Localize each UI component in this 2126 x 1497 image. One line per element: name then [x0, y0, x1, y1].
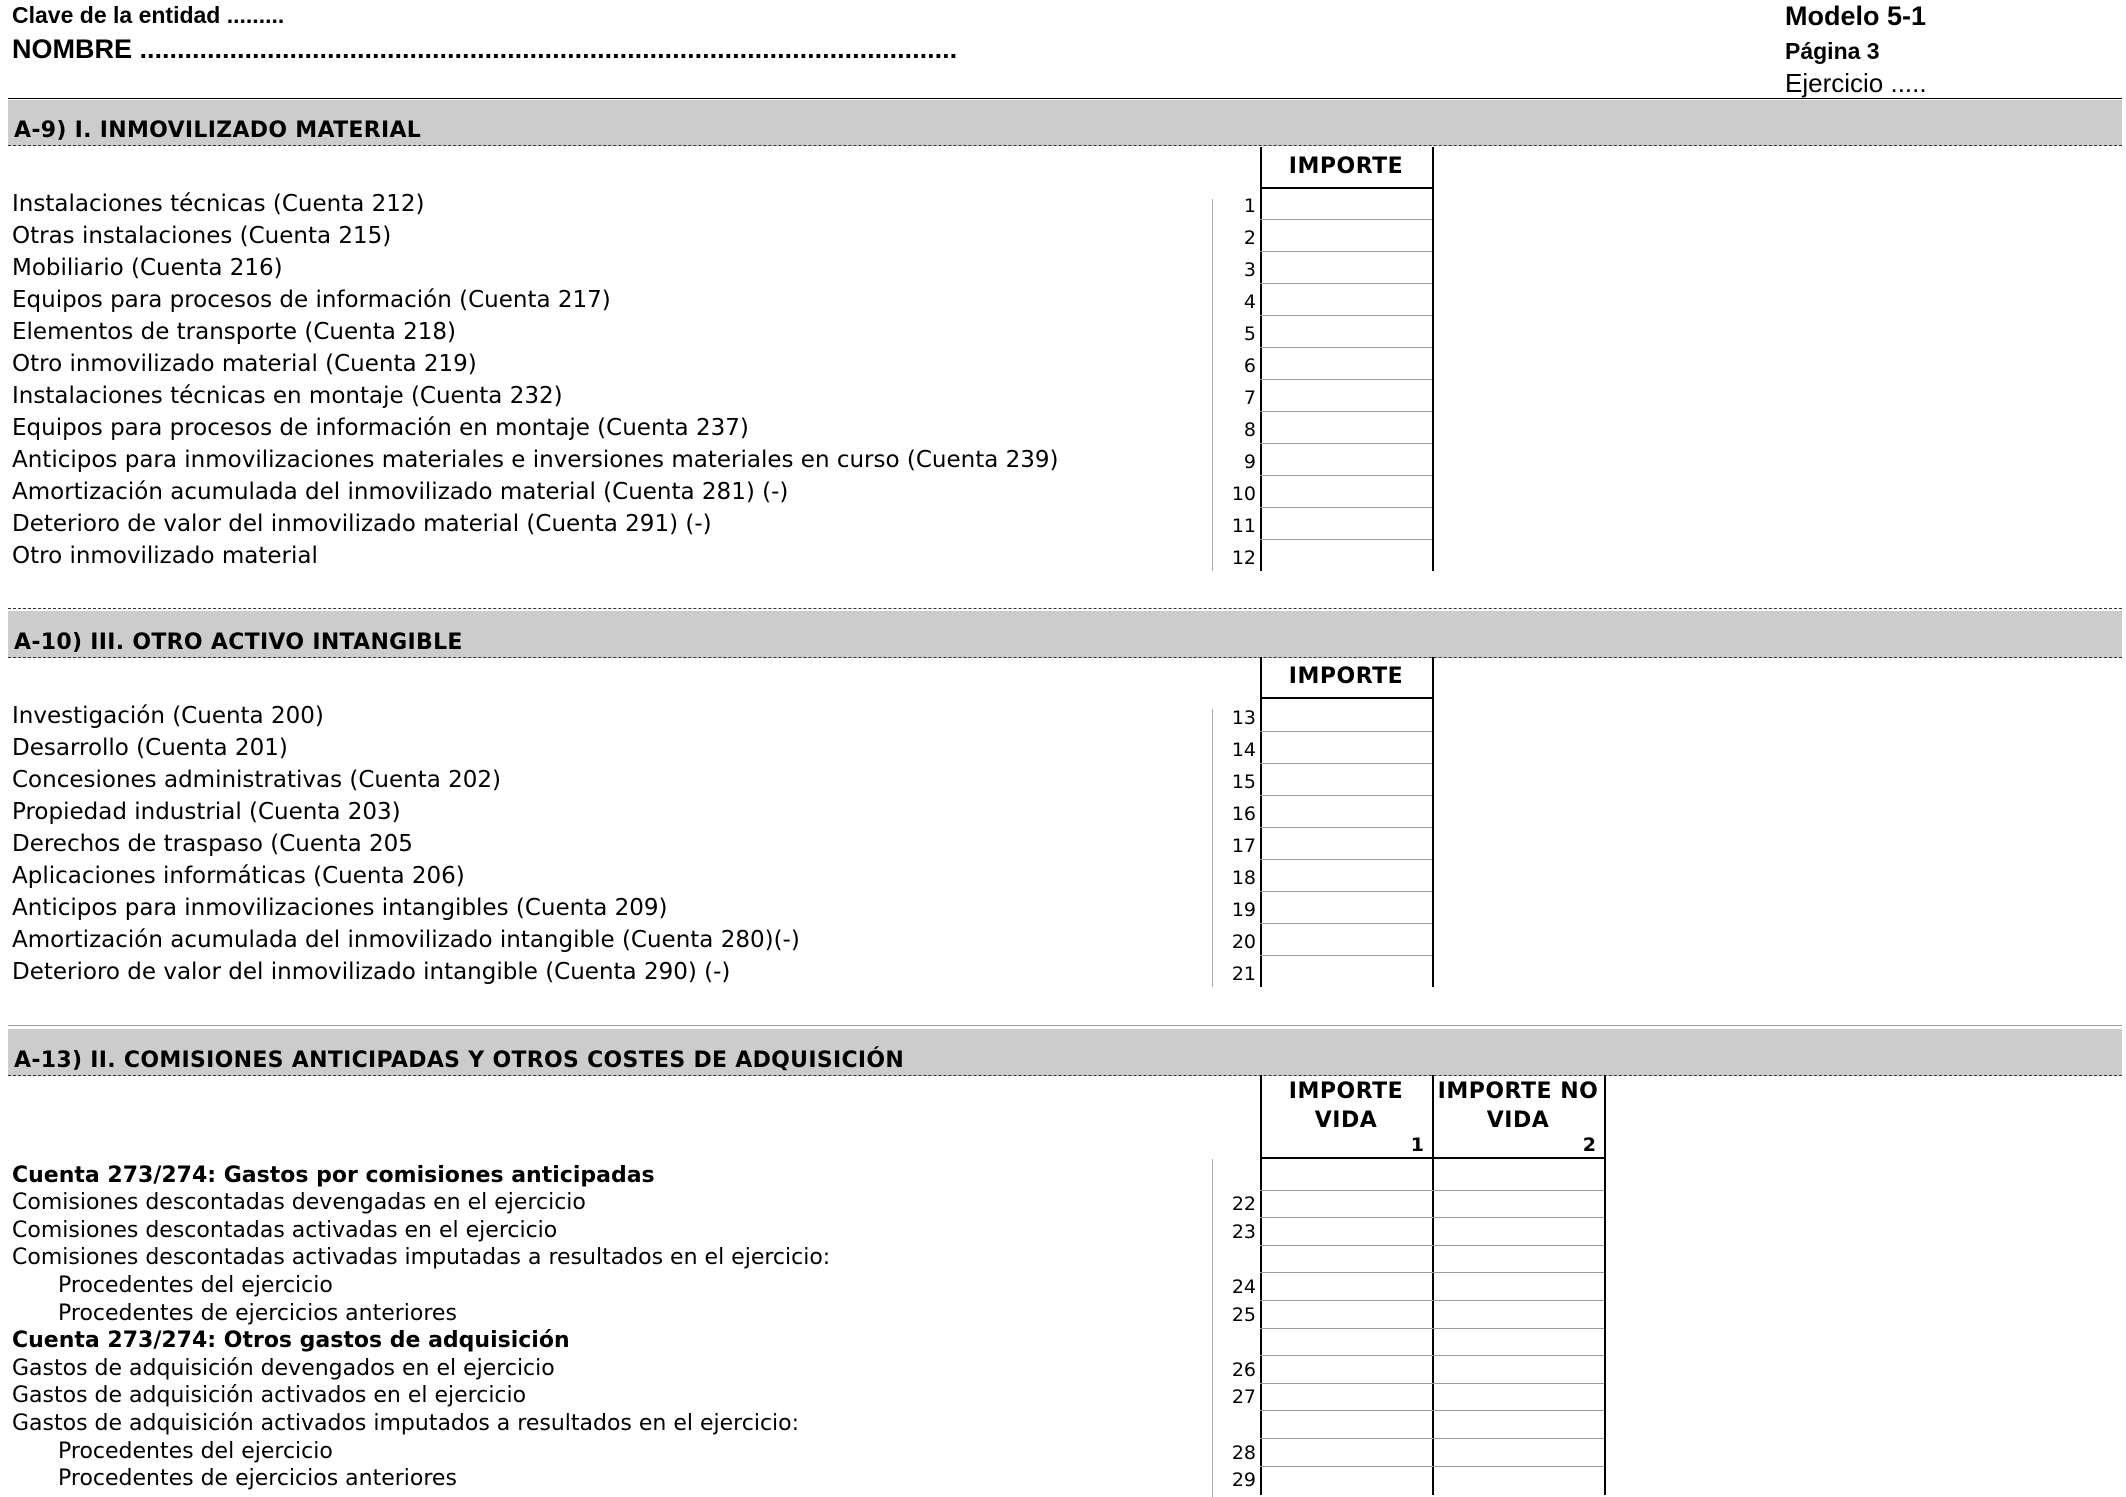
row-divider [1260, 1328, 1604, 1329]
header-rule [8, 98, 2122, 99]
row-divider [1260, 1466, 1604, 1467]
row-label: Procedentes del ejercicio [58, 1438, 333, 1464]
row-divider [1260, 923, 1432, 924]
row-number: 17 [1231, 835, 1256, 857]
row-label: Gastos de adquisición devengados en el ejercicio [12, 1355, 555, 1381]
pagina-label: Página 3 [1785, 38, 1880, 64]
row-number: 12 [1231, 547, 1256, 569]
column-number: 1 [1410, 1134, 1424, 1156]
row-divider [1260, 315, 1432, 316]
row-divider [1260, 283, 1432, 284]
row-number: 22 [1231, 1193, 1256, 1216]
importe-no-vida-input-cell[interactable] [1435, 1272, 1603, 1300]
row-divider [1260, 763, 1432, 764]
importe-vida-input-cell[interactable] [1263, 1355, 1431, 1383]
row-divider [1260, 859, 1432, 860]
row-number: 15 [1231, 771, 1256, 793]
row-number: 6 [1243, 355, 1256, 377]
section-title: A-9) I. INMOVILIZADO MATERIAL [14, 118, 422, 143]
row-number: 10 [1231, 483, 1256, 505]
row-divider [1260, 1190, 1604, 1191]
ejercicio-label: Ejercicio ..... [1785, 68, 1927, 98]
row-label: Procedentes de ejercicios anteriores [58, 1300, 457, 1326]
row-label: Amortización acumulada del inmovilizado material (Cuenta 281) (-) [12, 479, 789, 505]
importe-input-cell[interactable] [1263, 411, 1431, 443]
row-number: 9 [1243, 451, 1256, 473]
section-title: A-13) II. COMISIONES ANTICIPADAS Y OTROS COSTES DE ADQUISICIÓN [14, 1048, 905, 1073]
importe-no-vida-input-cell[interactable] [1435, 1466, 1603, 1494]
column-header-line2: VIDA [1314, 1108, 1378, 1133]
row-divider [1260, 795, 1432, 796]
row-label: Gastos de adquisición activados en el ejercicio [12, 1383, 527, 1409]
importe-input-cell[interactable] [1263, 763, 1431, 795]
importe-no-vida-input-cell[interactable] [1435, 1383, 1603, 1411]
row-label: Amortización acumulada del inmovilizado intangible (Cuenta 280)(-) [12, 927, 800, 953]
importe-vida-input-cell[interactable] [1263, 1272, 1431, 1300]
row-divider [1260, 1245, 1604, 1246]
importe-input-cell[interactable] [1263, 827, 1431, 859]
column-border-middle [1432, 1075, 1434, 1495]
subsection-heading: Cuenta 273/274: Gastos por comisiones anticipadas [12, 1162, 655, 1188]
importe-vida-input-cell[interactable] [1263, 1438, 1431, 1466]
importe-input-cell[interactable] [1263, 539, 1431, 571]
row-number: 18 [1231, 867, 1256, 889]
importe-vida-input-cell[interactable] [1263, 1466, 1431, 1494]
importe-no-vida-input-cell[interactable] [1435, 1217, 1603, 1245]
row-number: 13 [1231, 707, 1256, 729]
row-number: 5 [1243, 323, 1256, 345]
row-divider [1260, 1383, 1604, 1384]
row-divider [1260, 891, 1432, 892]
row-number: 20 [1231, 931, 1256, 953]
column-number: 2 [1582, 1134, 1596, 1156]
importe-vida-input-cell[interactable] [1263, 1217, 1431, 1245]
number-gutter-line [1212, 199, 1213, 571]
section-title: A-10) III. OTRO ACTIVO INTANGIBLE [14, 630, 463, 655]
importe-input-cell[interactable] [1263, 315, 1431, 347]
column-border-right [1432, 657, 1434, 987]
subsection-heading: Cuenta 273/274: Otros gastos de adquisición [12, 1328, 570, 1354]
row-label: Concesiones administrativas (Cuenta 202) [12, 767, 502, 793]
importe-input-cell[interactable] [1263, 475, 1431, 507]
row-label: Investigación (Cuenta 200) [12, 703, 324, 729]
importe-input-cell[interactable] [1263, 283, 1431, 315]
section-band-inmovilizado-material [8, 100, 2122, 146]
importe-no-vida-input-cell[interactable] [1435, 1190, 1603, 1218]
row-divider [1260, 475, 1432, 476]
row-label: Propiedad industrial (Cuenta 203) [12, 799, 401, 825]
importe-input-cell[interactable] [1263, 923, 1431, 955]
row-divider [1260, 379, 1432, 380]
importe-input-cell[interactable] [1263, 731, 1431, 763]
row-label: Procedentes de ejercicios anteriores [58, 1466, 457, 1492]
importe-input-cell[interactable] [1263, 347, 1431, 379]
column-border-left [1260, 1075, 1262, 1495]
row-divider [1260, 955, 1432, 956]
row-label: Otras instalaciones (Cuenta 215) [12, 223, 392, 249]
importe-vida-input-cell[interactable] [1263, 1383, 1431, 1411]
column-header-underline [1260, 1157, 1604, 1159]
column-border-left [1260, 657, 1262, 987]
row-label: Procedentes del ejercicio [58, 1273, 333, 1298]
row-label: Mobiliario (Cuenta 216) [12, 255, 283, 281]
importe-input-cell[interactable] [1263, 443, 1431, 475]
section-band-comisiones-anticipadas [8, 1029, 2122, 1076]
column-border-right [1432, 147, 1434, 571]
row-label: Equipos para procesos de información (Cuenta 217) [12, 287, 611, 313]
row-divider [1260, 1438, 1604, 1439]
row-number: 24 [1231, 1276, 1256, 1298]
importe-input-cell[interactable] [1263, 795, 1431, 827]
row-label: Anticipos para inmovilizaciones intangibles (Cuenta 209) [12, 895, 668, 921]
row-number: 1 [1243, 195, 1256, 217]
row-divider [1260, 1300, 1604, 1301]
row-number: 8 [1243, 419, 1256, 441]
row-divider [1260, 251, 1432, 252]
row-label: Comisiones descontadas devengadas en el ejercicio [12, 1190, 586, 1216]
importe-vida-input-cell[interactable] [1263, 1300, 1431, 1328]
row-number: 28 [1231, 1441, 1256, 1464]
nombre-label: NOMBRE ............................................................................................................. [12, 34, 958, 64]
row-label: Derechos de traspaso (Cuenta 205 [12, 831, 413, 857]
importe-no-vida-input-cell[interactable] [1435, 1300, 1603, 1328]
row-label: Desarrollo (Cuenta 201) [12, 735, 288, 761]
importe-input-cell[interactable] [1263, 859, 1431, 891]
column-header-importe-no-vida: IMPORTE NO [1437, 1079, 1599, 1104]
row-number: 2 [1243, 227, 1256, 249]
row-label: Anticipos para inmovilizaciones materiales e inversiones materiales en curso (Cuenta 239) [12, 447, 1059, 473]
row-number: 7 [1243, 387, 1256, 409]
column-header-importe: IMPORTE [1288, 154, 1404, 179]
row-number: 11 [1231, 515, 1256, 537]
row-label: Instalaciones técnicas en montaje (Cuenta 232) [12, 383, 563, 409]
row-number: 25 [1231, 1303, 1256, 1326]
row-label: Deterioro de valor del inmovilizado material (Cuenta 291) (-) [12, 511, 712, 537]
importe-input-cell[interactable] [1263, 187, 1431, 219]
row-number: 26 [1231, 1358, 1256, 1381]
importe-input-cell[interactable] [1263, 219, 1431, 251]
row-label: Instalaciones técnicas (Cuenta 212) [12, 191, 425, 217]
row-label: Comisiones descontadas activadas imputadas a resultados en el ejercicio: [12, 1245, 831, 1271]
row-label: Equipos para procesos de información en montaje (Cuenta 237) [12, 415, 749, 441]
row-number: 19 [1231, 899, 1256, 921]
row-divider [1260, 827, 1432, 828]
row-divider [1260, 731, 1432, 732]
row-number: 3 [1243, 259, 1256, 281]
column-header-importe: IMPORTE [1288, 664, 1404, 689]
row-label: Otro inmovilizado material [12, 543, 318, 569]
column-header-importe-vida: IMPORTE [1288, 1079, 1404, 1104]
row-divider [1260, 1272, 1604, 1273]
row-number: 27 [1231, 1386, 1256, 1409]
row-label: Comisiones descontadas activadas en el ejercicio [12, 1217, 558, 1243]
row-label: Aplicaciones informáticas (Cuenta 206) [12, 863, 465, 889]
importe-input-cell[interactable] [1263, 699, 1431, 731]
row-label: Gastos de adquisición activados imputados a resultados en el ejercicio: [12, 1411, 800, 1436]
row-number: 16 [1231, 803, 1256, 825]
row-number: 23 [1231, 1220, 1256, 1243]
row-divider [1260, 411, 1432, 412]
importe-input-cell[interactable] [1263, 251, 1431, 283]
section-band-otro-activo-intangible [8, 611, 2122, 658]
column-border-right [1604, 1075, 1606, 1495]
importe-input-cell[interactable] [1263, 955, 1431, 987]
importe-no-vida-input-cell[interactable] [1435, 1355, 1603, 1383]
section-separator [8, 608, 2122, 609]
importe-input-cell[interactable] [1263, 379, 1431, 411]
modelo-label: Modelo 5-1 [1785, 1, 1927, 31]
row-divider [1260, 1217, 1604, 1218]
importe-input-cell[interactable] [1263, 507, 1431, 539]
row-divider [1260, 539, 1432, 540]
row-divider [1260, 347, 1432, 348]
row-number: 29 [1231, 1469, 1256, 1492]
clave-label: Clave de la entidad ......... [12, 2, 285, 28]
row-divider [1260, 1355, 1604, 1356]
row-divider [1260, 443, 1432, 444]
row-divider [1260, 1410, 1604, 1411]
row-number: 4 [1243, 291, 1256, 313]
row-label: Deterioro de valor del inmovilizado intangible (Cuenta 290) (-) [12, 959, 731, 985]
row-number: 14 [1231, 739, 1256, 761]
row-label: Elementos de transporte (Cuenta 218) [12, 319, 457, 345]
importe-no-vida-input-cell[interactable] [1435, 1438, 1603, 1466]
row-divider [1260, 507, 1432, 508]
importe-input-cell[interactable] [1263, 891, 1431, 923]
row-label: Otro inmovilizado material (Cuenta 219) [12, 351, 477, 377]
column-header-line2: VIDA [1486, 1108, 1550, 1133]
row-number: 21 [1231, 963, 1256, 985]
row-divider [1260, 219, 1432, 220]
section-separator [8, 1025, 2122, 1026]
importe-vida-input-cell[interactable] [1263, 1190, 1431, 1218]
